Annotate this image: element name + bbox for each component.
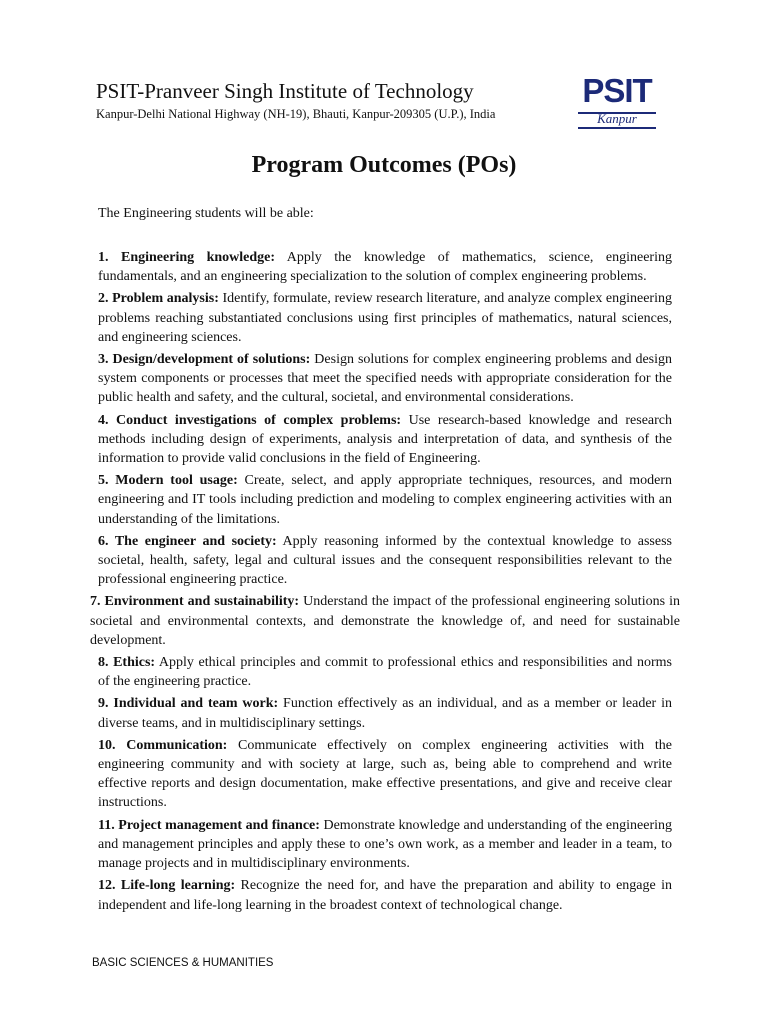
intro-text: The Engineering students will be able: [98,206,314,221]
program-outcome-2 [98,289,672,347]
outcome-label: 7. Environment and sustainability: [90,594,300,610]
program-outcome-5 [98,471,672,529]
outcome-label: 6. The engineer and society: [98,533,277,549]
program-outcome-4 [98,411,672,469]
outcome-text: Apply reasoning informed by the contextual knowledge to assess societal, health, safety, legal and cultural issues and the consequent responsibilities relevant to the professional engineering practice. [98,533,672,588]
program-outcome-12 [98,876,672,914]
program-outcome-1 [98,248,672,286]
program-outcome-10 [98,736,672,813]
psit-logo [576,72,658,130]
page-header [96,72,676,136]
outcome-text: Use research-based knowledge and research methods including design of experiments, analysis and interpretation of data, and synthesis of the information to provide valid conclusions in the field of Engineering. [98,412,672,467]
outcome-text: Understand the impact of the professional engineering solutions in societal and environmental contexts, and demonstrate the knowledge of, and need for sustainable development. [90,594,680,648]
outcome-label: 4. Conduct investigations of complex problems: [98,412,402,428]
outcome-text: Create, select, and apply appropriate techniques, resources, and modern engineering and IT tools including prediction and modeling to complex engineering activities with an understanding of the limitations. [98,473,672,527]
outcome-label: 5. Modern tool usage: [98,473,238,489]
program-outcome-11 [98,816,672,874]
outcome-label: 11. Project management and finance: [98,817,320,833]
outcome-text: Recognize the need for, and have the preparation and ability to engage in independent and life-long learning in the broadest context of technological change. [98,878,672,913]
logo-text: PSIT [582,72,652,109]
program-outcome-9 [98,694,672,732]
outcome-text: Apply ethical principles and commit to professional ethics and responsibilities and norms of the engineering practice. [98,655,673,690]
outcome-text: Design solutions for complex engineering problems and design system components or processes that meet the specified needs with appropriate consideration for the public health and safety, and the cultural, societal, and environmental considerations. [98,352,672,406]
outcome-text: Identify, formulate, review research literature, and analyze complex engineering problems reaching substantiated conclusions using first principles of mathematics, natural sciences, and engineering sciences. [98,291,672,345]
institute-name: PSIT-Pranveer Singh Institute of Technology [96,79,474,103]
outcome-text: Communicate effectively on complex engineering activities with the engineering community and with society at large, such as, being able to comprehend and write effective reports and design documentation, make effective presentations, and give and receive clear instructions. [98,737,672,811]
outcome-text: Function effectively as an individual, and as a member or leader in diverse teams, and in multidisciplinary settings. [98,696,672,731]
program-outcomes-list [90,248,680,918]
outcome-label: 9. Individual and team work: [98,696,279,712]
outcome-label: 3. Design/development of solutions: [98,352,311,368]
program-outcome-8 [98,653,672,691]
outcome-text: Apply the knowledge of mathematics, science, engineering fundamentals, and an engineering specialization to the solution of complex engineering problems. [98,250,672,285]
program-outcome-3 [98,350,672,408]
program-outcome-7 [90,592,680,650]
outcome-label: 8. Ethics: [98,655,156,671]
outcome-label: 10. Communication: [98,737,228,753]
logo-subtext: Kanpur [597,111,637,126]
outcome-text: Demonstrate knowledge and understanding of the engineering and management principles and apply these to one’s own work, as a member and leader in a team, to manage projects and in multidisciplinary environments. [98,817,673,872]
outcome-label: 2. Problem analysis: [98,291,219,307]
institute-address: Kanpur-Delhi National Highway (NH-19), Bhauti, Kanpur-209305 (U.P.), India [96,107,496,121]
page-title: Program Outcomes (POs) [251,152,517,178]
outcome-label: 1. Engineering knowledge: [98,250,276,265]
outcome-label: 12. Life-long learning: [98,878,236,894]
logo-rule-bottom [578,127,656,129]
program-outcome-6 [98,532,672,590]
page-footer: BASIC SCIENCES & HUMANITIES [92,957,274,969]
